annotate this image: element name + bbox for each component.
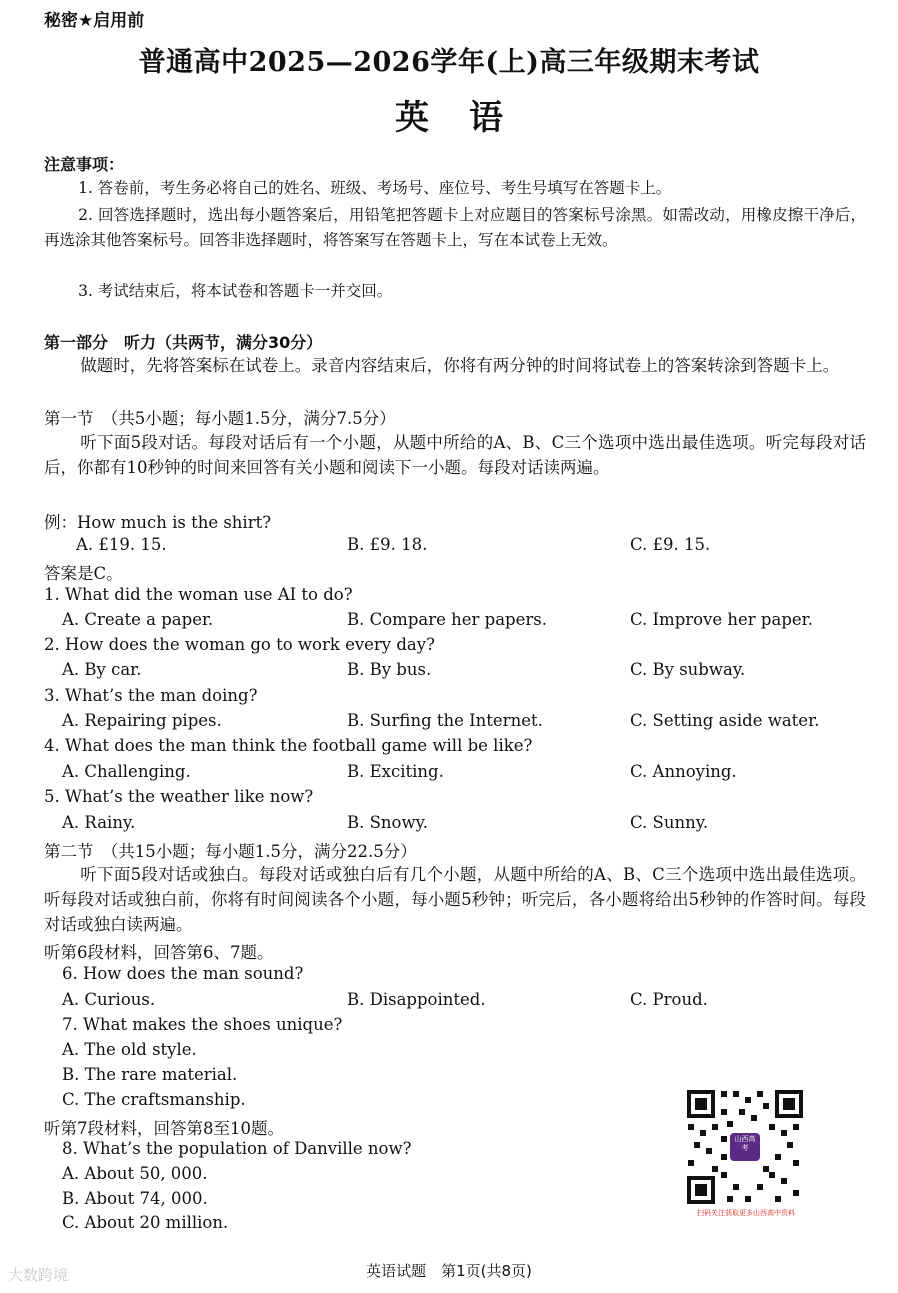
q2-option-c: C. By subway.	[630, 660, 746, 679]
q3-option-c: C. Setting aside water.	[630, 711, 820, 730]
section1-heading: 第一节 （共5小题；每小题1.5分，满分7.5分）	[44, 409, 396, 428]
question-4: 4. What does the man think the football game will be like?	[44, 736, 533, 755]
watermark: 大数跨境	[8, 1266, 69, 1284]
page-footer: 英语试题 第1页(共8页)	[366, 1262, 532, 1280]
subject-title: 英语	[395, 98, 543, 138]
question-3: 3. What’s the man doing?	[44, 686, 258, 705]
q6-option-a: A. Curious.	[62, 990, 156, 1009]
example-answer: 答案是C。	[44, 564, 123, 583]
q2-option-b: B. By bus.	[347, 660, 432, 679]
q1-option-a: A. Create a paper.	[62, 610, 214, 629]
q4-option-c: C. Annoying.	[630, 762, 737, 781]
q7-option-c: C. The craftsmanship.	[62, 1090, 246, 1109]
section2-heading: 第二节 （共15小题；每小题1.5分，满分22.5分）	[44, 842, 417, 861]
part1-heading: 第一部分 听力（共两节，满分30分）	[44, 333, 323, 352]
q2-option-a: A. By car.	[62, 660, 142, 679]
notice-heading: 注意事项：	[44, 155, 125, 174]
question-6: 6. How does the man sound?	[62, 964, 304, 983]
q5-option-a: A. Rainy.	[62, 813, 136, 832]
example-option-c: C. £9. 15.	[630, 535, 711, 554]
question-7: 7. What makes the shoes unique?	[62, 1015, 343, 1034]
q7-option-a: A. The old style.	[62, 1040, 197, 1059]
question-8: 8. What’s the population of Danville now?	[62, 1139, 412, 1158]
section2-instruction: 听下面5段对话或独白。每段对话或独白后有几个小题，从题中所给的A、B、C三个选项中选出最佳选项。听每段对话或独白前，你将有时间阅读各个小题，每小题5秒钟；听完后，各小题将给出5秒钟的作答时间。每段对话或独白读两遍。	[44, 865, 866, 934]
example-question: 例：How much is the shirt?	[44, 513, 272, 532]
q8-option-c: C. About 20 million.	[62, 1213, 229, 1232]
qr-badge-text: 山西高考	[734, 1135, 756, 1152]
q8-option-b: B. About 74, 000.	[62, 1189, 208, 1208]
notice-item-2: 2. 回答选择题时，选出每小题答案后，用铅笔把答题卡上对应题目的答案标号涂黑。如需改动，用橡皮擦干净后，再选涂其他答案标号。回答非选择题时，将答案写在答题卡上，写在本试卷上无效。	[44, 206, 866, 249]
section1-instruction: 听下面5段对话。每段对话后有一个小题，从题中所给的A、B、C三个选项中选出最佳选项。听完每段对话后，你都有10秒钟的时间来回答有关小题和阅读下一小题。每段对话读两遍。	[44, 433, 866, 477]
q1-option-c: C. Improve her paper.	[630, 610, 813, 629]
question-2: 2. How does the woman go to work every day?	[44, 635, 435, 654]
confidential-label: 秘密★启用前	[44, 11, 145, 31]
example-option-b: B. £9. 18.	[347, 535, 428, 554]
q1-option-b: B. Compare her papers.	[347, 610, 547, 629]
example-option-a: A. £19. 15.	[76, 535, 167, 554]
q6-option-c: C. Proud.	[630, 990, 708, 1009]
q3-option-a: A. Repairing pipes.	[62, 711, 222, 730]
q6-option-b: B. Disappointed.	[347, 990, 486, 1009]
q8-option-a: A. About 50, 000.	[62, 1164, 208, 1183]
notice-item-1: 1. 答卷前，考生务必将自己的姓名、班级、考场号、座位号、考生号填写在答题卡上。	[78, 179, 672, 197]
question-5: 5. What’s the weather like now?	[44, 787, 314, 806]
notice-item-3: 3. 考试结束后，将本试卷和答题卡一并交回。	[78, 282, 393, 300]
q3-option-b: B. Surfing the Internet.	[347, 711, 543, 730]
exam-title: 普通高中2025—2026学年(上)高三年级期末考试	[138, 47, 760, 78]
part1-instruction: 做题时，先将答案标在试卷上。录音内容结束后，你将有两分钟的时间将试卷上的答案转涂到答题卡上。	[80, 356, 840, 375]
qr-caption: 扫码关注获取更多山西高中资料	[697, 1209, 795, 1217]
material-6-label: 听第6段材料，回答第6、7题。	[44, 943, 274, 962]
material-7-label: 听第7段材料，回答第8至10题。	[44, 1119, 284, 1138]
q5-option-c: C. Sunny.	[630, 813, 709, 832]
q4-option-a: A. Challenging.	[62, 762, 191, 781]
q5-option-b: B. Snowy.	[347, 813, 428, 832]
q4-option-b: B. Exciting.	[347, 762, 444, 781]
q7-option-b: B. The rare material.	[62, 1065, 238, 1084]
question-1: 1. What did the woman use AI to do?	[44, 585, 353, 604]
